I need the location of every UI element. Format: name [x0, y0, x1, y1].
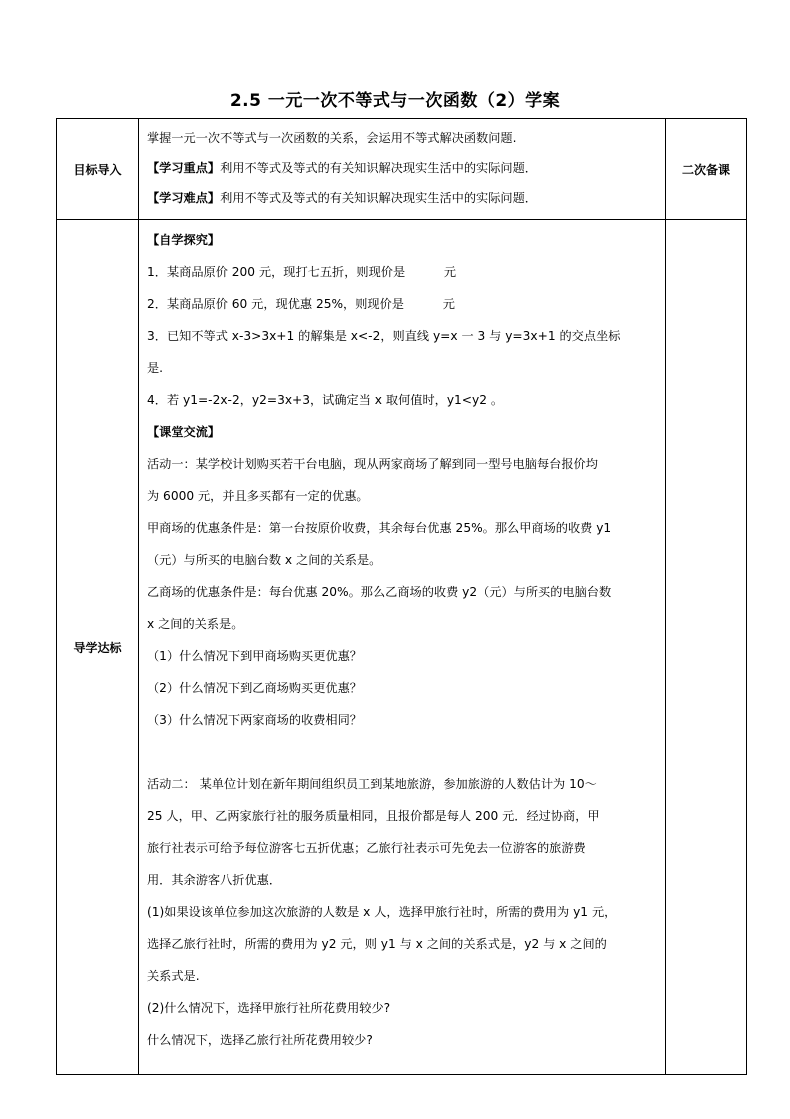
main-label: 导学达标 — [57, 220, 139, 1075]
difficulty-text: 利用不等式及等式的有关知识解决现实生活中的实际问题． — [220, 191, 537, 205]
self-study-heading: 【自学探究】 — [147, 233, 221, 247]
objective-row — [57, 119, 747, 220]
activity-2-part-1-line-3: 关系式是. — [147, 969, 200, 983]
activity-1-store-a-line-2: （元）与所买的电脑台数 x 之间的关系是。 — [147, 553, 382, 567]
question-1: 1．某商品原价 200 元，现打七五折，则现价是 元 — [147, 265, 457, 279]
key-point-tag: 【学习重点】 — [147, 161, 221, 175]
question-4: 4．若 y1=-2x-2，y2=3x+3，试确定当 x 取何值时，y1<y2 。 — [147, 393, 504, 407]
activity-1-line-1: 活动一：某学校计划购买若干台电脑，现从两家商场了解到同一型号电脑每台报价均 — [147, 457, 598, 471]
key-point-text: 利用不等式及等式的有关知识解决现实生活中的实际问题． — [220, 161, 537, 175]
class-exchange-heading: 【课堂交流】 — [147, 425, 221, 439]
question-2: 2．某商品原价 60 元，现优惠 25%，则现价是 元 — [147, 297, 455, 311]
activity-1-question-3: （3）什么情况下两家商场的收费相同？ — [147, 713, 362, 727]
difficulty — [147, 183, 657, 213]
lesson-plan-table — [56, 118, 747, 1075]
activity-2-part-2-line-1: (2)什么情况下，选择甲旅行社所花费用较少? — [147, 1001, 391, 1015]
question-3-line-1: 3．已知不等式 x-3>3x+1 的解集是 x<-2，则直线 y=x 一 3 与 y=3x+1 的交点坐标 — [147, 329, 621, 343]
main-row — [57, 220, 747, 1075]
activity-2-part-1-line-1: (1)如果设该单位参加这次旅游的人数是 x 人，选择甲旅行社时，所需的费用为 y1 元， — [147, 905, 617, 919]
key-point — [147, 153, 657, 183]
activity-1-question-2: （2）什么情况下到乙商场购买更优惠？ — [147, 681, 362, 695]
difficulty-tag: 【学习难点】 — [147, 191, 221, 205]
objective-label: 目标导入 — [57, 119, 139, 220]
activity-1-line-2: 为 6000 元，并且多买都有一定的优惠。 — [147, 489, 369, 503]
activity-1-store-b-line-2: x 之间的关系是。 — [147, 617, 244, 631]
objective-content — [139, 119, 666, 220]
page-title: 2.5 一元一次不等式与一次函数（2）学案 — [229, 91, 561, 111]
main-content — [139, 220, 666, 1075]
objective-intro: 掌握一元一次不等式与一次函数的关系，会运用不等式解决函数问题. — [147, 131, 517, 145]
activity-2-line-3: 旅行社表示可给予每位游客七五折优惠；乙旅行社表示可先免去一位游客的旅游费 — [147, 841, 586, 855]
question-3-line-2: 是. — [147, 361, 164, 375]
activity-2-line-2: 25 人，甲、乙两家旅行社的服务质量相同，且报价都是每人 200 元．经过协商，甲 — [147, 809, 600, 823]
activity-1-store-a-line-1: 甲商场的优惠条件是：第一台按原价收费，其余每台优惠 25%。那么甲商场的收费 y1 — [147, 521, 612, 535]
activity-2-part-2-line-2: 什么情况下，选择乙旅行社所花费用较少? — [147, 1033, 373, 1047]
activity-2-part-1-line-2: 选择乙旅行社时，所需的费用为 y2 元，则 y1 与 x 之间的关系式是，y2 与 x 之间的 — [147, 937, 607, 951]
notes-label: 二次备课 — [666, 119, 747, 220]
activity-2-line-4: 用．其余游客八折优惠． — [147, 873, 282, 887]
spacer — [147, 736, 657, 768]
activity-2-line-1: 活动二： 某单位计划在新年期间组织员工到某地旅游，参加旅游的人数估计为 10～ — [147, 777, 597, 791]
activity-1-store-b-line-1: 乙商场的优惠条件是：每台优惠 20%。那么乙商场的收费 y2（元）与所买的电脑台数 — [147, 585, 612, 599]
activity-1-question-1: （1）什么情况下到甲商场购买更优惠？ — [147, 649, 362, 663]
main-notes-cell — [666, 220, 747, 1075]
